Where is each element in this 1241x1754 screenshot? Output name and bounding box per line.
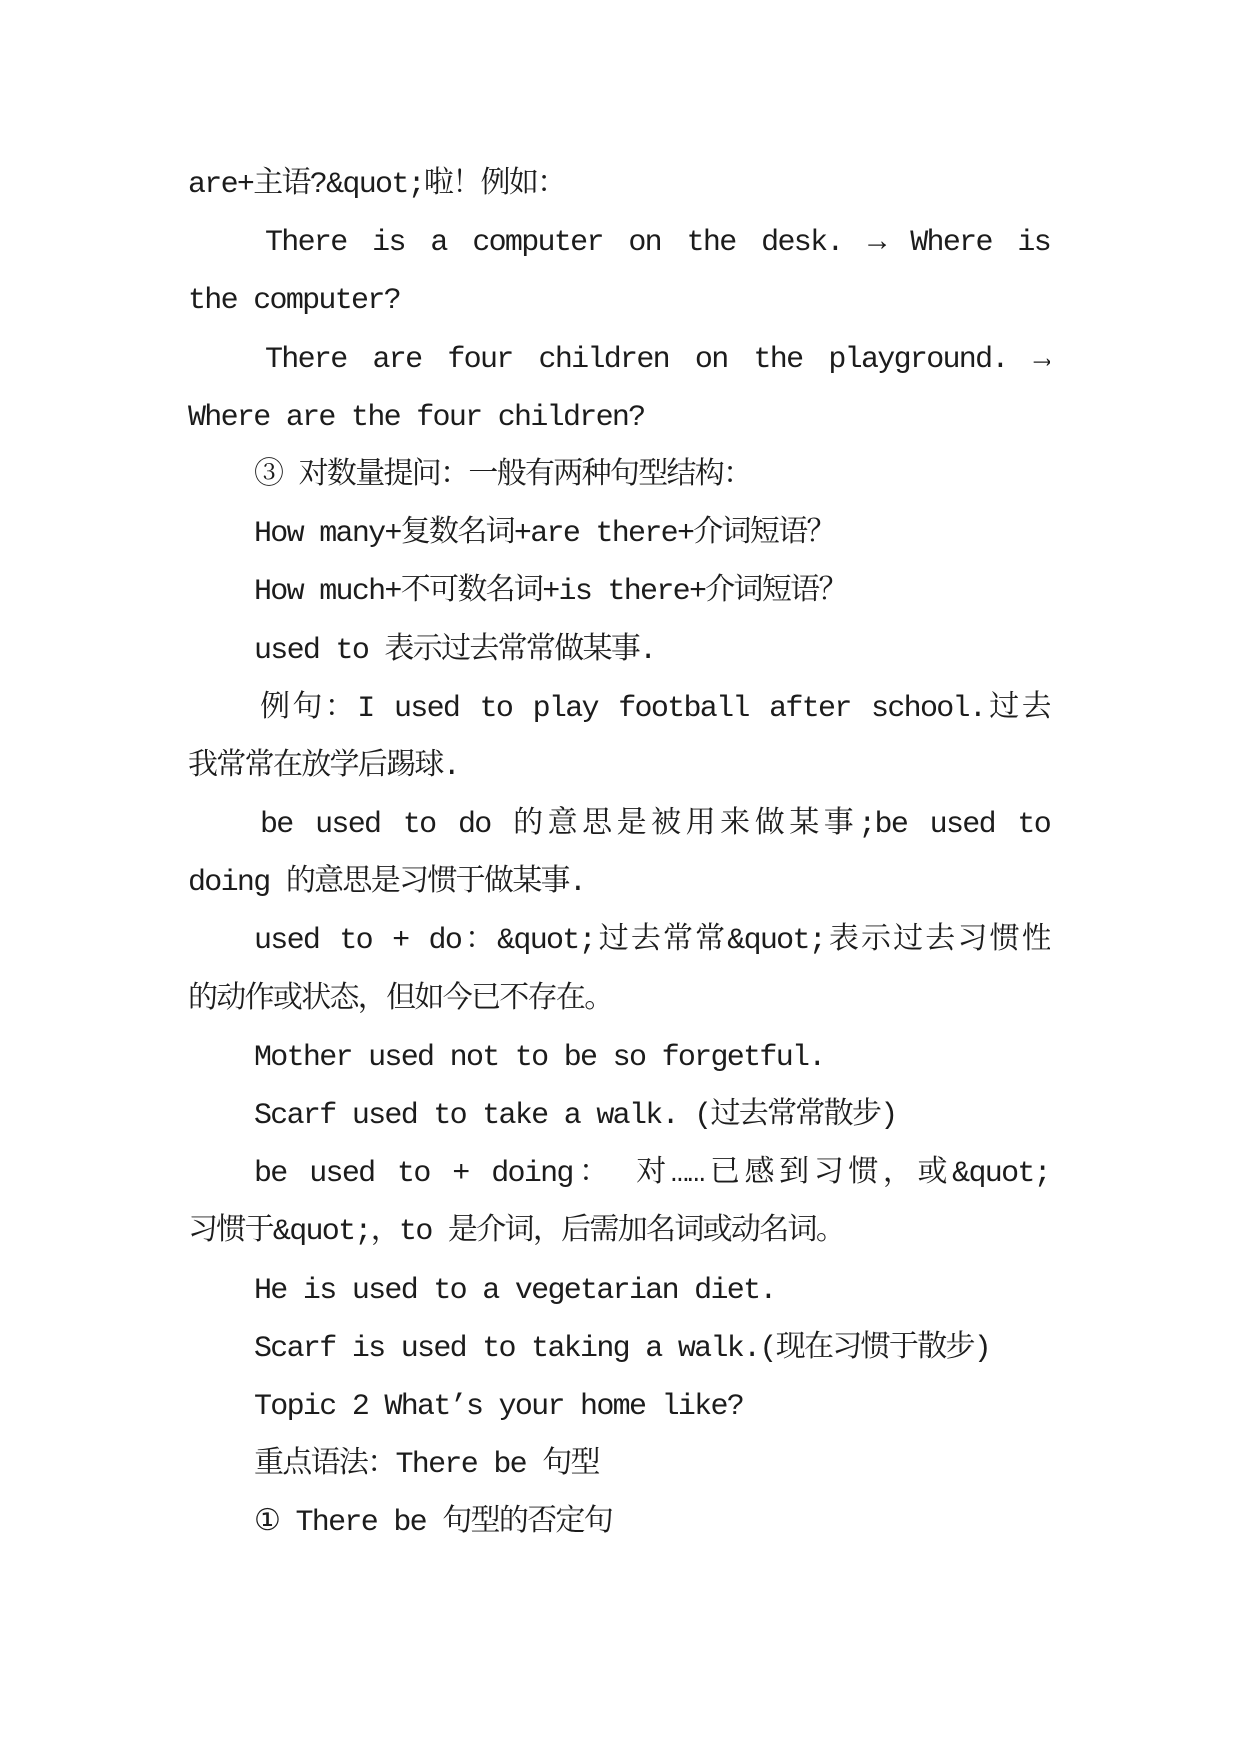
text-line: Where are the four children? bbox=[188, 400, 645, 435]
sentence-pattern: How many+复数名词+are there+介词短语？ bbox=[254, 517, 835, 552]
example-sentence: Scarf is used to taking a walk.(现在习惯于散步) bbox=[254, 1331, 991, 1366]
text-line: be used to + doing： 对……已感到习惯，或&quot; bbox=[254, 1157, 1050, 1192]
example-sentence: There are four children on the playground. → bbox=[265, 342, 1050, 377]
text-line: used to + do：&quot;过去常常&quot;表示过去习惯性 bbox=[254, 924, 1050, 959]
grammar-point: ① There be 句型的否定句 bbox=[254, 1506, 613, 1541]
example-sentence: There is a computer on the desk. → Where is bbox=[265, 226, 1050, 261]
example-sentence: Scarf used to take a walk. (过去常常散步) bbox=[254, 1099, 897, 1133]
text-line: the computer? bbox=[188, 284, 400, 319]
example-sentence: Mother used not to be so forgetful. bbox=[254, 1040, 825, 1075]
sentence-pattern: How much+不可数名词+is there+介词短语？ bbox=[254, 575, 847, 610]
text-line: 的动作或状态，但如今已不存在。 bbox=[188, 982, 613, 1017]
document-body bbox=[188, 156, 1050, 1553]
text-line: be used to do 的意思是被用来做某事;be used to bbox=[260, 808, 1050, 843]
text-line: 我常常在放学后踢球. bbox=[188, 749, 460, 784]
text-line: 习惯于&quot;，to 是介词，后需加名词或动名词。 bbox=[188, 1215, 845, 1250]
grammar-point: ③ 对数量提问：一般有两种句型结构： bbox=[254, 458, 752, 493]
example-sentence: He is used to a vegetarian diet. bbox=[254, 1273, 776, 1308]
text-line: doing 的意思是习惯于做某事. bbox=[188, 866, 586, 901]
example-sentence: 例句：I used to play football after school.过去 bbox=[260, 691, 1050, 726]
topic-heading: Topic 2 What’s your home like? bbox=[254, 1389, 744, 1424]
text-line: are+主语?&quot;啦！例如： bbox=[188, 168, 566, 202]
grammar-heading: 重点语法：There be 句型 bbox=[254, 1448, 599, 1483]
text-line: used to 表示过去常常做某事. bbox=[254, 633, 656, 668]
